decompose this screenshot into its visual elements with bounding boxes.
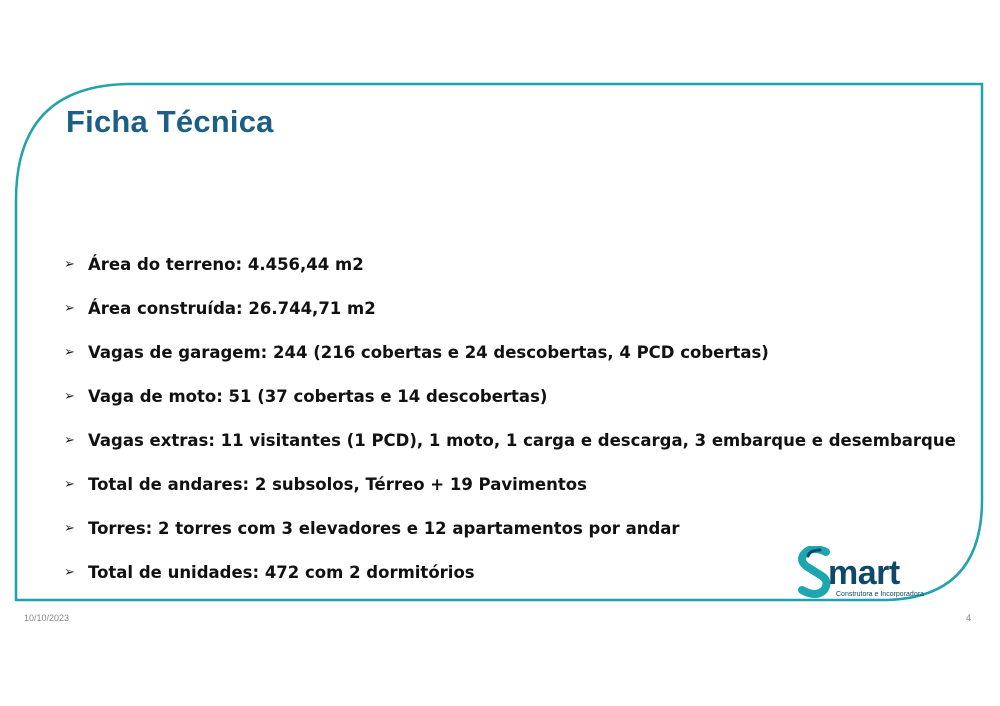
spec-item-text: Vagas de garagem: 244 (216 cobertas e 24 descobertas, 4 PCD cobertas) (88, 342, 769, 362)
logo-subtitle: Construtora e Incorporadora (836, 591, 924, 598)
spec-item-text: Vaga de moto: 51 (37 cobertas e 14 descobertas) (88, 386, 548, 406)
spec-item-text: Total de unidades: 472 com 2 dormitórios (88, 562, 475, 582)
spec-item-text: Área construída: 26.744,71 m2 (88, 298, 376, 318)
arrow-bullet-icon: ➢ (64, 564, 75, 580)
spec-item (64, 242, 956, 286)
spec-item (64, 418, 956, 462)
logo-wordmark: mart (828, 554, 900, 592)
arrow-bullet-icon: ➢ (64, 432, 75, 448)
arrow-bullet-icon: ➢ (64, 256, 75, 272)
arrow-bullet-icon: ➢ (64, 300, 75, 316)
spec-item-text: Vagas extras: 11 visitantes (1 PCD), 1 moto, 1 carga e descarga, 3 embarque e desembarque (88, 430, 956, 450)
spec-item (64, 330, 956, 374)
spec-item (64, 506, 956, 550)
page-number: 4 (966, 613, 972, 623)
spec-item (64, 462, 956, 506)
spec-item-text: Total de andares: 2 subsolos, Térreo + 19 Pavimentos (88, 474, 587, 494)
slide-title: Ficha Técnica (66, 104, 274, 139)
spec-item-text: Área do terreno: 4.456,44 m2 (88, 254, 364, 274)
spec-item (64, 374, 956, 418)
arrow-bullet-icon: ➢ (64, 388, 75, 404)
spec-list (64, 242, 956, 594)
arrow-bullet-icon: ➢ (64, 344, 75, 360)
smart-logo (796, 546, 926, 602)
footer-date: 10/10/2023 (24, 613, 70, 623)
spec-item (64, 286, 956, 330)
arrow-bullet-icon: ➢ (64, 520, 75, 536)
arrow-bullet-icon: ➢ (64, 476, 75, 492)
spec-item-text: Torres: 2 torres com 3 elevadores e 12 apartamentos por andar (88, 518, 680, 538)
